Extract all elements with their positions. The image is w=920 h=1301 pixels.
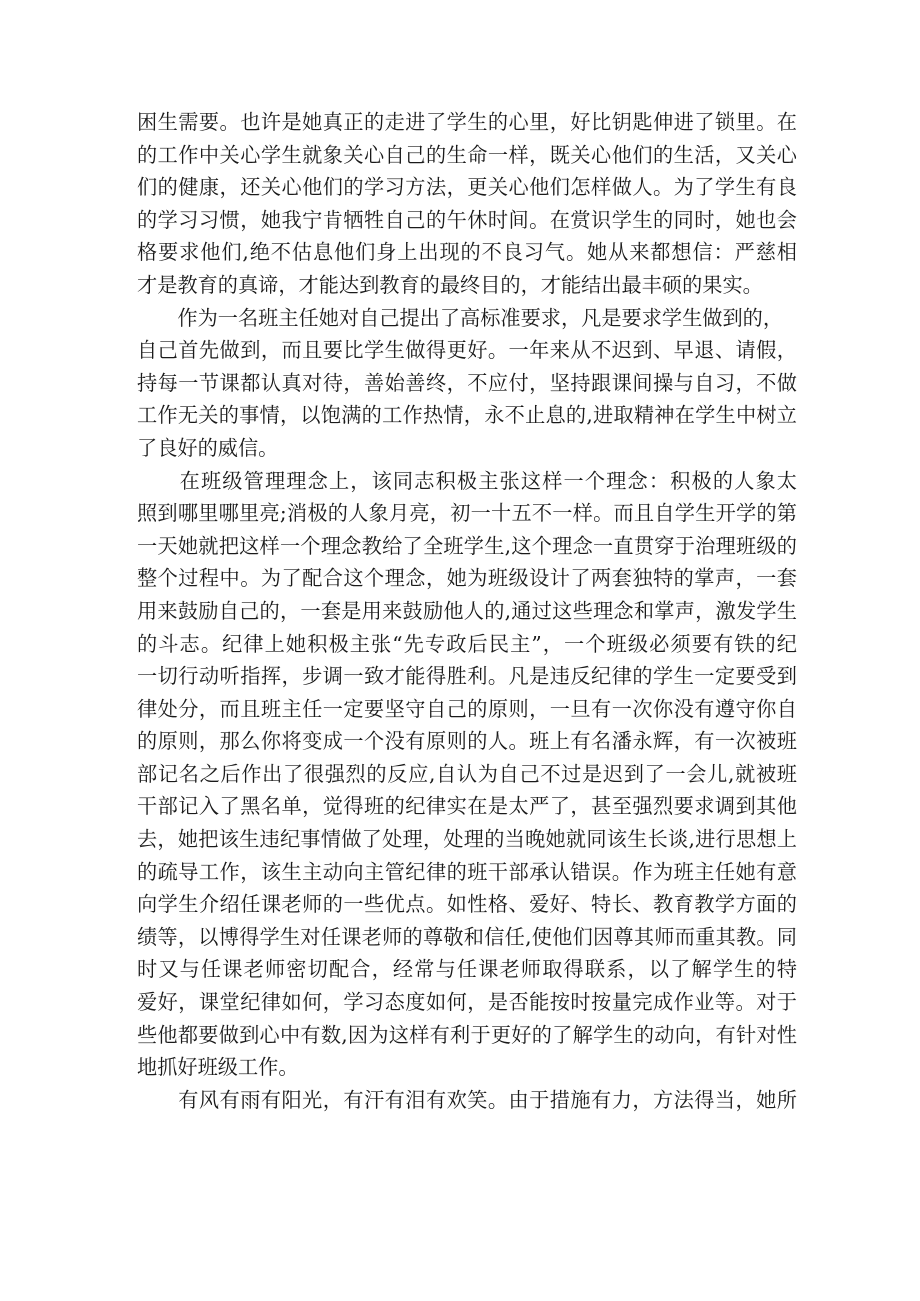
text-line: 用来鼓励自己的，一套是用来鼓励他人的,通过这些理念和掌声，激发学生 <box>137 598 797 623</box>
body-text <box>137 106 797 1116</box>
text-line: 的工作中关心学生就象关心自己的生命一样，既关心他们的生活，又关心 <box>137 142 797 167</box>
text-line: 去，她把该生违纪事情做了处理，处理的当晚她就同该生长谈,进行思想上 <box>137 827 797 852</box>
text-line: 格要求他们,绝不估息他们身上出现的不良习气。她从来都想信：严慈相 <box>137 240 797 265</box>
text-line: 在班级管理理念上，该同志积极主张这样一个理念：积极的人象太 <box>179 468 797 493</box>
text-line: 一切行动听指挥，步调一致才能得胜利。凡是违反纪律的学生一定要受到 <box>137 664 797 689</box>
text-line: 困生需要。也许是她真正的走进了学生的心里，好比钥匙伸进了锁里。在 <box>137 110 797 134</box>
text-line: 才是教育的真谛，才能达到教育的最终目的，才能结出最丰硕的果实。 <box>137 272 763 297</box>
text-line: 的疏导工作，该生主动向主管纪律的班干部承认错误。作为班主任她有意 <box>137 859 797 884</box>
text-line: 们的健康，还关心他们的学习方法，更关心他们怎样做人。为了学生有良 <box>137 175 797 200</box>
text-line: 部记名之后作出了很强烈的反应,自认为自己不过是迟到了一会儿,就被班 <box>137 761 797 786</box>
text-line: 持每一节课都认真对待，善始善终，不应付，坚持跟课间操与自习，不做 <box>137 370 797 395</box>
text-line: 工作无关的事情，以饱满的工作热情，永不止息的,进取精神在学生中树立 <box>137 403 797 428</box>
text-line: 自己首先做到，而且要比学生做得更好。一年来从不迟到、早退、请假， <box>137 338 797 363</box>
text-line: 有风有雨有阳光，有汗有泪有欢笑。由于措施有力，方法得当，她所 <box>137 1087 797 1112</box>
text-line: 干部记入了黑名单，觉得班的纪律实在是太严了，甚至强烈要求调到其他 <box>137 794 797 819</box>
text-line: 律处分，而且班主任一定要坚守自己的原则，一旦有一次你没有遵守你自 <box>137 696 797 721</box>
text-line: 绩等，以博得学生对任课老师的尊敬和信任,使他们因尊其师而重其教。同 <box>137 924 797 949</box>
text-line: 作为一名班主任她对自己提出了高标准要求，凡是要求学生做到的， <box>137 305 784 330</box>
text-line: 照到哪里哪里亮;消极的人象月亮，初一十五不一样。而且自学生开学的第 <box>137 501 797 526</box>
text-line: 的斗志。纪律上她积极主张“先专政后民主”，一个班级必须要有铁的纪 <box>137 631 797 656</box>
text-line: 些他都要做到心中有数,因为这样有利于更好的了解学生的动向，有针对性 <box>137 1022 797 1047</box>
text-line: 的原则，那么你将变成一个没有原则的人。班上有名潘永辉，有一次被班 <box>137 729 797 754</box>
text-line: 的学习习惯，她我宁肯牺牲自己的午休时间。在赏识学生的同时，她也会 <box>137 207 797 232</box>
text-line: 向学生介绍任课老师的一些优点。如性格、爱好、特长、教育教学方面的 <box>137 892 797 917</box>
text-line: 地抓好班级工作。 <box>137 1055 299 1080</box>
text-line: 一天她就把这样一个理念教给了全班学生,这个理念一直贯穿于治理班级的 <box>137 533 797 558</box>
text-line: 了良好的威信。 <box>137 435 279 460</box>
text-line: 时又与任课老师密切配合，经常与任课老师取得联系，以了解学生的特 <box>137 957 797 982</box>
text-line: 整个过程中。为了配合这个理念，她为班级设计了两套独特的掌声，一套 <box>137 566 797 591</box>
text-line: 爱好，课堂纪律如何，学习态度如何，是否能按时按量完成作业等。对于 <box>137 990 797 1015</box>
